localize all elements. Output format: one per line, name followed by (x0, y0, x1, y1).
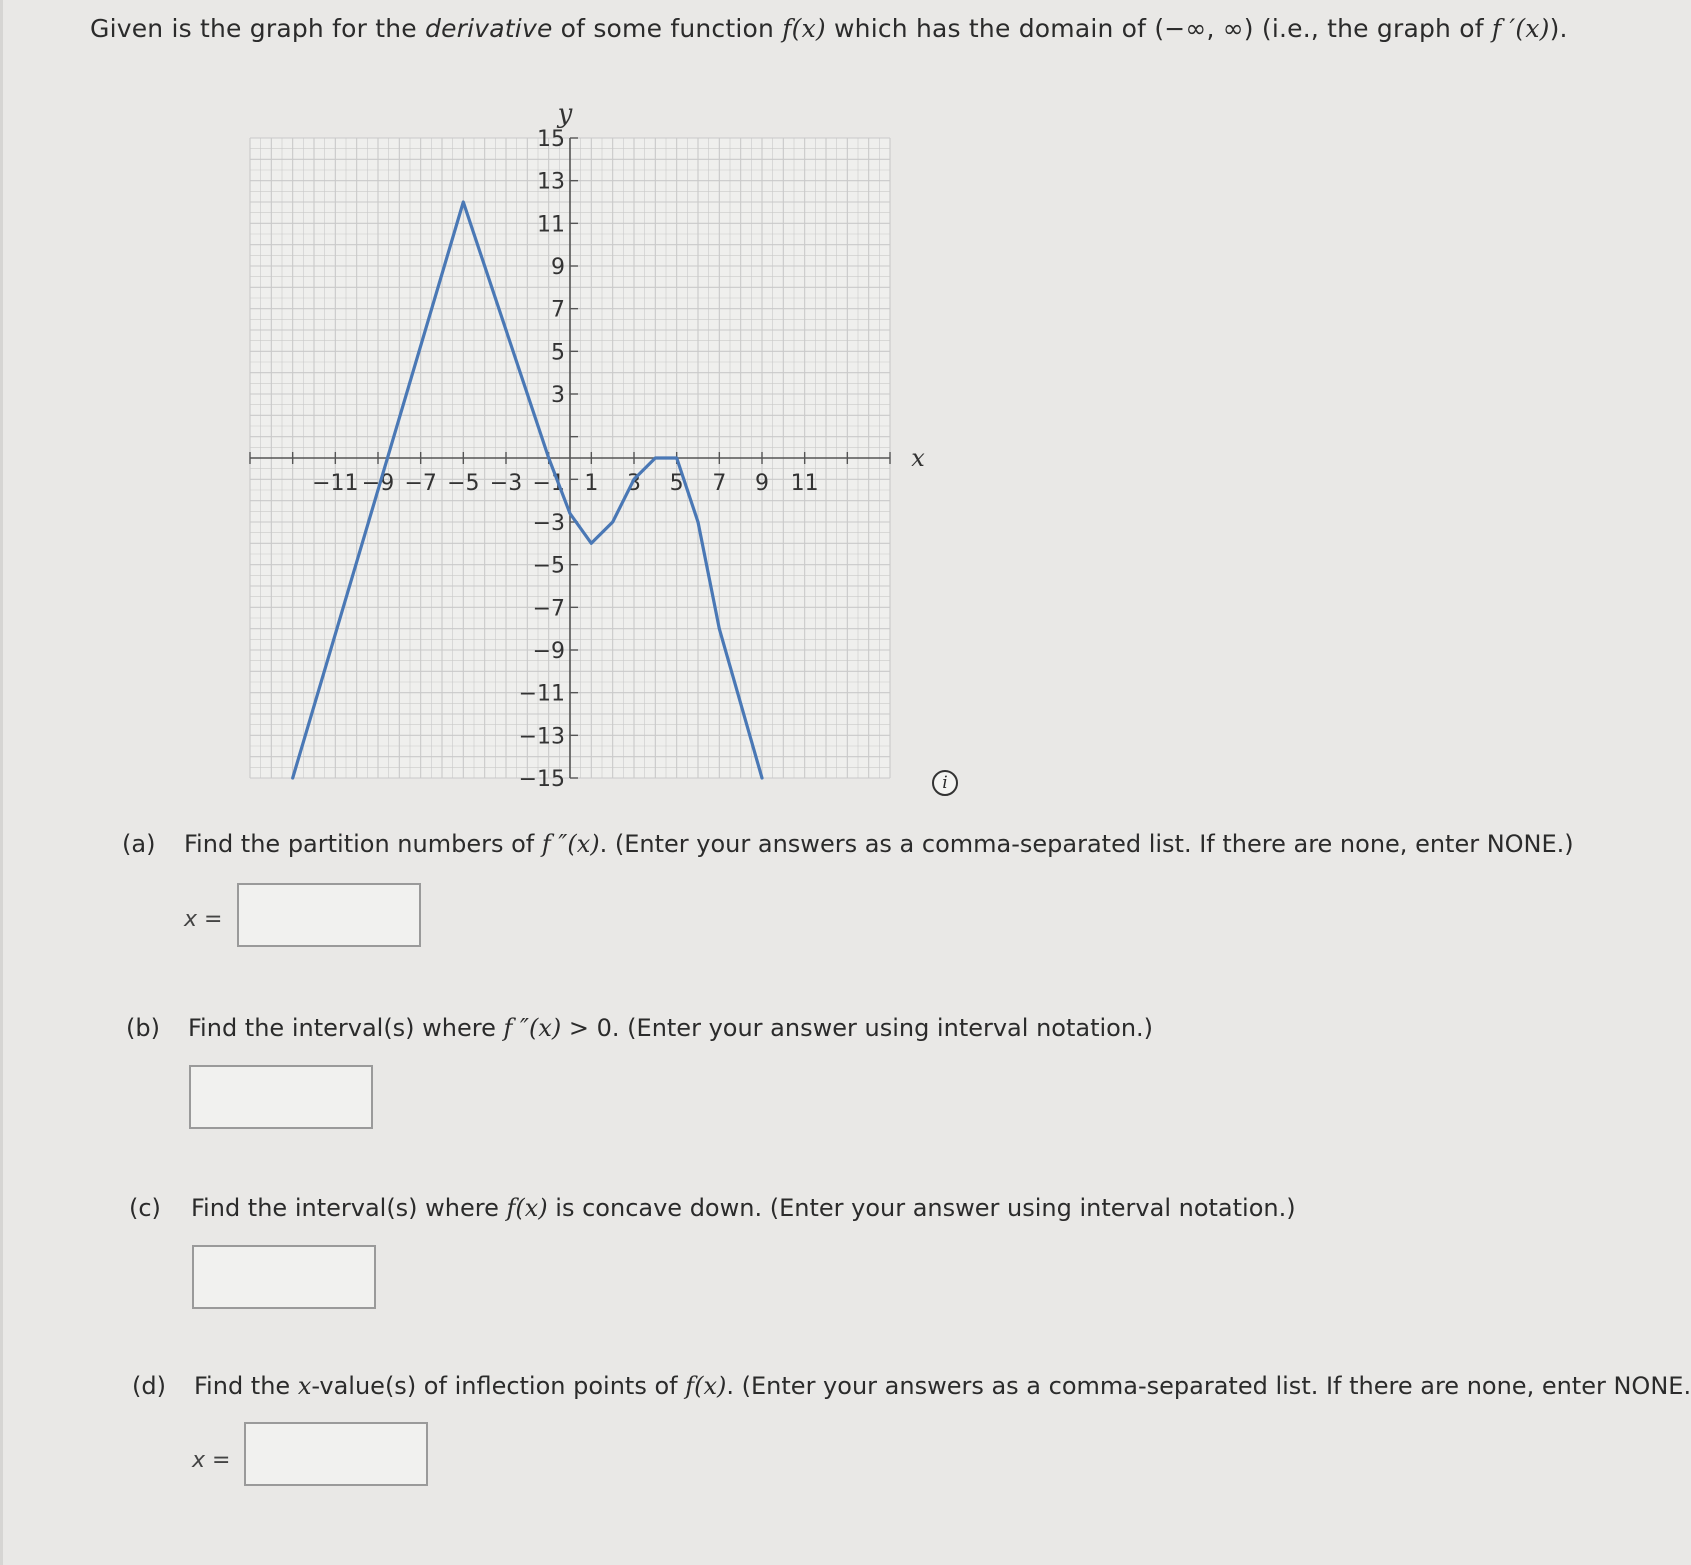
question-a-letter: (a) (122, 830, 156, 858)
x-tick-label: −9 (361, 471, 395, 496)
x-tick-label: 11 (790, 471, 819, 496)
answer-a-box[interactable] (237, 883, 421, 947)
question-a-prefix: x = (184, 907, 223, 932)
y-tick-label: 11 (537, 212, 565, 238)
question-b-letter: (b) (126, 1014, 160, 1042)
problem-statement (90, 14, 1568, 43)
question-a (122, 830, 1574, 858)
question-b-text-1: Find the interval(s) where (188, 1014, 504, 1042)
question-b-fdoubleprime: f ″(x) (503, 1014, 562, 1042)
y-tick-label: −9 (532, 639, 565, 664)
intro-text-a: Given is the graph for the (90, 14, 426, 43)
question-c-letter: (c) (129, 1194, 161, 1222)
page-edge (0, 0, 3, 1565)
y-tick-label: −15 (518, 767, 565, 792)
intro-fx: f(x) (782, 14, 826, 43)
derivative-graph (240, 88, 960, 808)
answer-b-input[interactable] (191, 1067, 371, 1127)
intro-text-g: ). (1549, 14, 1568, 43)
intro-text-e: which has the domain of (−∞, ∞) (i.e., the graph of (825, 14, 1492, 43)
question-c-fx: f(x) (506, 1194, 548, 1222)
question-b (126, 1014, 1153, 1042)
x-tick-label: 1 (584, 471, 599, 496)
question-d-letter: (d) (132, 1372, 166, 1400)
answer-c-input[interactable] (194, 1247, 374, 1307)
question-a-text-1: Find the partition numbers of (184, 830, 542, 858)
question-d (132, 1372, 1691, 1400)
intro-text-c: of some function (552, 14, 783, 43)
answer-d-box[interactable] (244, 1422, 428, 1486)
question-d-text-5: . (Enter your answers as a comma-separated list. If there are none, enter NONE. (726, 1372, 1691, 1400)
y-tick-label: −5 (532, 553, 565, 579)
x-tick-label: −11 (312, 471, 359, 496)
x-tick-label: 5 (669, 471, 684, 496)
y-tick-label: 9 (551, 255, 565, 280)
question-d-text-3: -value(s) of inflection points of (311, 1372, 686, 1400)
y-tick-label: −7 (532, 596, 565, 622)
answer-d-input[interactable] (246, 1424, 426, 1484)
x-axis-label: x (911, 444, 925, 472)
y-tick-label: −3 (532, 511, 565, 536)
answer-c-box[interactable] (192, 1245, 376, 1309)
x-tick-label: 3 (627, 471, 641, 496)
x-tick-label: 9 (755, 471, 769, 496)
y-tick-label: 13 (537, 169, 565, 195)
info-icon[interactable]: i (932, 770, 958, 796)
x-tick-label: −7 (404, 471, 437, 496)
question-c-text-3: is concave down. (Enter your answer using interval notation.) (547, 1194, 1296, 1222)
y-tick-label: −11 (518, 681, 565, 707)
x-tick-label: −1 (532, 471, 565, 496)
question-d-prefix: x = (192, 1448, 231, 1473)
question-a-text-3: . (Enter your answers as a comma-separated list. If there are none, enter NONE.) (599, 830, 1574, 858)
intro-fprime: f ′(x) (1491, 14, 1550, 43)
question-b-text-3: > 0. (Enter your answer using interval notation.) (561, 1014, 1154, 1042)
x-tick-label: 7 (712, 471, 727, 496)
y-tick-label: 15 (537, 127, 565, 152)
graph-canvas (240, 88, 960, 808)
y-tick-label: −13 (518, 724, 565, 750)
answer-a-input[interactable] (239, 885, 419, 945)
question-d-x: x (297, 1372, 312, 1400)
y-tick-label: 7 (551, 297, 565, 323)
intro-derivative: derivative (425, 14, 553, 43)
question-d-fx: f(x) (685, 1372, 727, 1400)
y-tick-label: 5 (551, 340, 565, 366)
question-d-text-1: Find the (194, 1372, 298, 1400)
y-axis-label: y (557, 99, 573, 129)
question-a-fdoubleprime: f ″(x) (541, 830, 600, 858)
x-tick-label: −3 (489, 471, 523, 496)
answer-b-box[interactable] (189, 1065, 373, 1129)
x-tick-label: −5 (447, 471, 480, 496)
question-c (129, 1194, 1296, 1222)
y-tick-label: 3 (551, 383, 565, 408)
question-c-text-1: Find the interval(s) where (191, 1194, 507, 1222)
